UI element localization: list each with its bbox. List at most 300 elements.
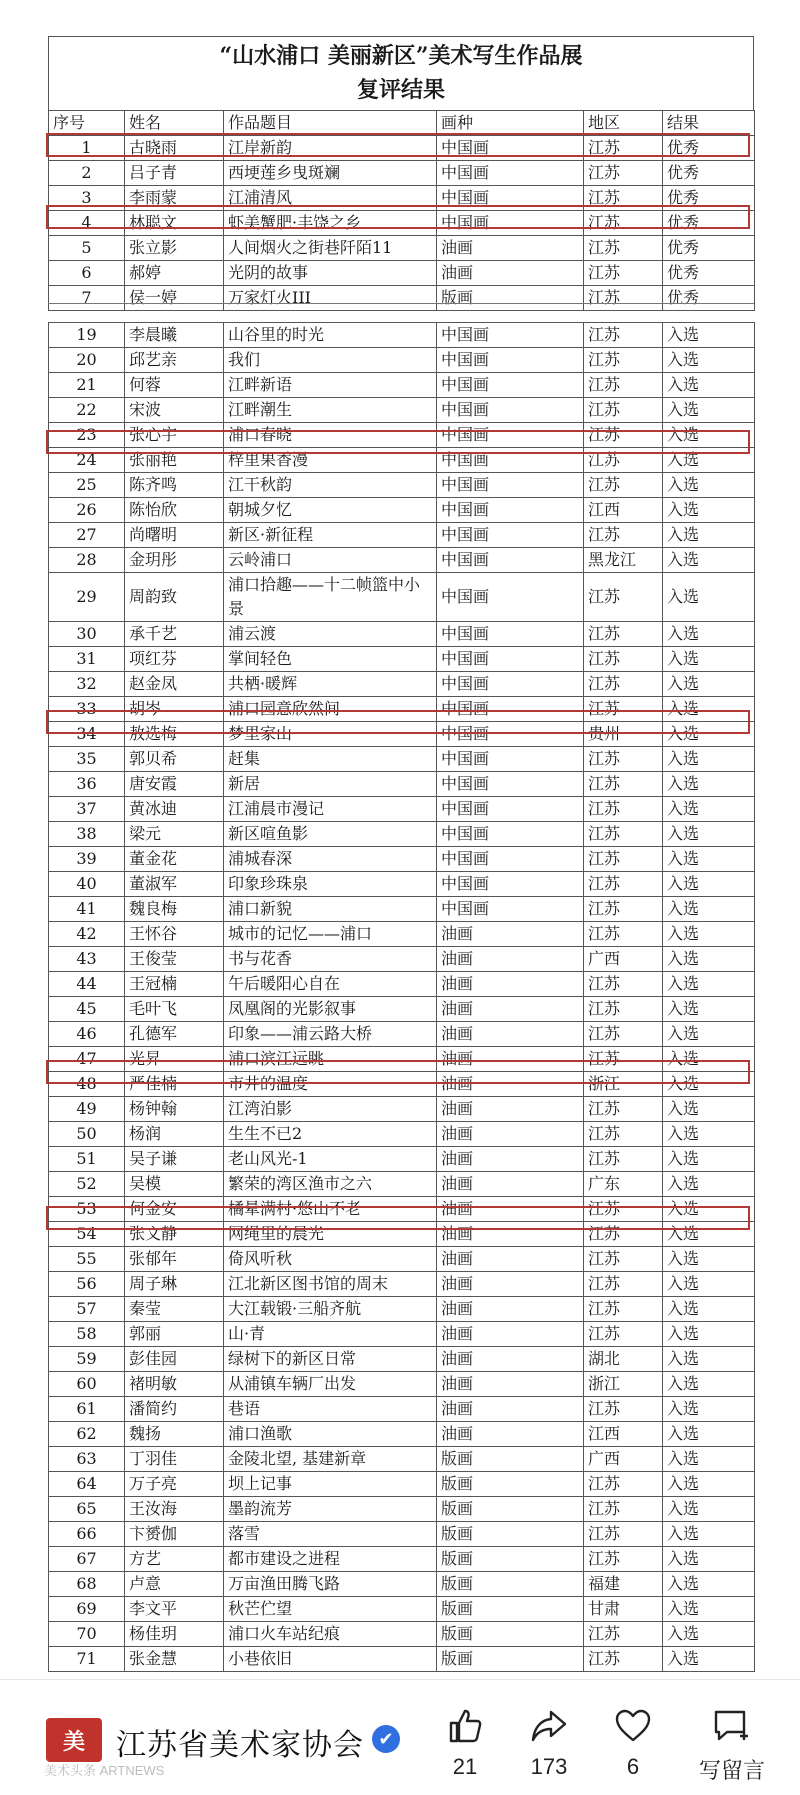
cell-name: 孔德军 (125, 1022, 224, 1047)
cell-type: 版画 (437, 1572, 584, 1597)
cell-no: 36 (49, 772, 125, 797)
cell-title: 赶集 (224, 747, 437, 772)
cell-title: 虾美蟹肥·丰饶之乡 (224, 211, 437, 236)
cell-region: 江苏 (584, 647, 663, 672)
cell-result: 入选 (663, 348, 755, 373)
table-row (49, 261, 755, 286)
cell-title: 江浦晨市漫记 (224, 797, 437, 822)
document-subtitle: 复评结果 (356, 77, 445, 103)
table-row (49, 922, 755, 947)
cell-region: 江苏 (584, 1297, 663, 1322)
cell-result: 入选 (663, 548, 755, 573)
cell-type: 中国画 (437, 373, 584, 398)
cell-name: 王汝海 (125, 1497, 224, 1522)
cell-type: 中国画 (437, 161, 584, 186)
cell-type: 中国画 (437, 647, 584, 672)
cell-name: 王俊莹 (125, 947, 224, 972)
cell-type: 油画 (437, 1222, 584, 1247)
cell-no: 6 (49, 261, 125, 286)
cell-title: 午后暖阳心自在 (224, 972, 437, 997)
cell-region: 江苏 (584, 1472, 663, 1497)
table-row (49, 997, 755, 1022)
cell-region: 江苏 (584, 236, 663, 261)
cell-result: 入选 (663, 1572, 755, 1597)
cell-name: 郝婷 (125, 261, 224, 286)
cell-result: 入选 (663, 1097, 755, 1122)
cell-title: 浦口园意欣然间 (224, 697, 437, 722)
cell-type: 油画 (437, 1047, 584, 1072)
cell-name: 尚曙明 (125, 523, 224, 548)
cell-region: 浙江 (584, 1372, 663, 1397)
table-row (49, 236, 755, 261)
cell-title: 小巷依旧 (224, 1647, 437, 1672)
cell-name: 黄冰迪 (125, 797, 224, 822)
table-row (49, 1297, 755, 1322)
cell-title: 梓里果香漫 (224, 448, 437, 473)
cell-no: 24 (49, 448, 125, 473)
cell-result: 入选 (663, 1222, 755, 1247)
cell-name: 赵金凤 (125, 672, 224, 697)
cell-region: 江苏 (584, 373, 663, 398)
table-row (49, 1522, 755, 1547)
comment-icon (684, 1704, 780, 1748)
cell-name: 毛叶飞 (125, 997, 224, 1022)
cell-result: 入选 (663, 672, 755, 697)
cell-type: 油画 (437, 1322, 584, 1347)
cell-result: 入选 (663, 1447, 755, 1472)
cell-type: 油画 (437, 1172, 584, 1197)
cell-title: 西埂莲乡曳斑斓 (224, 161, 437, 186)
cell-region: 江西 (584, 498, 663, 523)
cell-title: 倚风听秋 (224, 1247, 437, 1272)
cell-no: 40 (49, 872, 125, 897)
table-row (49, 1022, 755, 1047)
table-row (49, 323, 755, 348)
cell-title: 光阴的故事 (224, 261, 437, 286)
cell-region: 浙江 (584, 1072, 663, 1097)
table-row (49, 161, 755, 186)
table-row (49, 647, 755, 672)
cell-region: 江苏 (584, 1222, 663, 1247)
cell-region: 江苏 (584, 186, 663, 211)
cell-title: 橘晕满村·悠山不老 (224, 1197, 437, 1222)
cell-result: 优秀 (663, 161, 755, 186)
cell-name: 卢意 (125, 1572, 224, 1597)
cell-title: 江湾泊影 (224, 1097, 437, 1122)
cell-type: 中国画 (437, 697, 584, 722)
cell-region: 江苏 (584, 672, 663, 697)
table-row (49, 473, 755, 498)
cell-title: 印象珍珠泉 (224, 872, 437, 897)
cell-title: 江干秋韵 (224, 473, 437, 498)
cell-title: 万家灯火III (224, 286, 437, 311)
cell-region: 江苏 (584, 323, 663, 348)
results-sheet-bottom (48, 322, 754, 1672)
results-table-top (48, 110, 755, 311)
cell-region: 江苏 (584, 448, 663, 473)
cell-name: 魏扬 (125, 1422, 224, 1447)
cell-no: 7 (49, 286, 125, 311)
cell-name: 杨佳玥 (125, 1622, 224, 1647)
cell-result: 入选 (663, 822, 755, 847)
table-body-bottom (49, 323, 755, 1672)
cell-type: 版画 (437, 286, 584, 311)
cell-result: 入选 (663, 1022, 755, 1047)
cell-name: 陈怡欣 (125, 498, 224, 523)
cell-type: 油画 (437, 1397, 584, 1422)
table-row (49, 1272, 755, 1297)
cell-region: 江苏 (584, 523, 663, 548)
cell-region: 江苏 (584, 997, 663, 1022)
cell-region: 江苏 (584, 1497, 663, 1522)
table-row (49, 1597, 755, 1622)
cell-no: 34 (49, 722, 125, 747)
cell-title: 江浦清风 (224, 186, 437, 211)
cell-name: 张丽艳 (125, 448, 224, 473)
cell-result: 入选 (663, 1272, 755, 1297)
cell-no: 37 (49, 797, 125, 822)
account-logo-text: 美 (62, 1728, 85, 1754)
table-row (49, 348, 755, 373)
cell-region: 江苏 (584, 747, 663, 772)
cell-type: 油画 (437, 972, 584, 997)
cell-region: 江苏 (584, 1122, 663, 1147)
like-count: 21 (452, 1754, 478, 1779)
cell-type: 中国画 (437, 573, 584, 622)
cell-title: 都市建设之进程 (224, 1547, 437, 1572)
cell-title: 江畔潮生 (224, 398, 437, 423)
table-row (49, 448, 755, 473)
table-row (49, 797, 755, 822)
cell-name: 古晓雨 (125, 136, 224, 161)
cell-result: 优秀 (663, 211, 755, 236)
cell-type: 中国画 (437, 523, 584, 548)
cell-no: 47 (49, 1047, 125, 1072)
header-region: 地区 (584, 111, 663, 136)
cell-name: 林聪文 (125, 211, 224, 236)
share-button[interactable] (514, 1704, 584, 1780)
cell-result: 入选 (663, 947, 755, 972)
table-row (49, 1047, 755, 1072)
cell-region: 甘肃 (584, 1597, 663, 1622)
cell-region: 江苏 (584, 1272, 663, 1297)
table-row (49, 1247, 755, 1272)
cell-name: 李文平 (125, 1597, 224, 1622)
cell-type: 油画 (437, 1347, 584, 1372)
cell-type: 油画 (437, 1097, 584, 1122)
table-row (49, 872, 755, 897)
cell-no: 39 (49, 847, 125, 872)
cell-result: 优秀 (663, 286, 755, 311)
cell-region: 江苏 (584, 697, 663, 722)
table-row (49, 947, 755, 972)
cell-region: 江苏 (584, 348, 663, 373)
table-row (49, 1097, 755, 1122)
table-row (49, 423, 755, 448)
table-row (49, 847, 755, 872)
cell-no: 49 (49, 1097, 125, 1122)
cell-type: 中国画 (437, 622, 584, 647)
cell-title: 浦口拾趣——十二帧篮中小景 (224, 573, 437, 622)
table-row (49, 1622, 755, 1647)
table-header-row (49, 111, 755, 136)
cell-type: 版画 (437, 1597, 584, 1622)
cell-region: 江西 (584, 1422, 663, 1447)
cell-name: 张金慧 (125, 1647, 224, 1672)
cell-no: 63 (49, 1447, 125, 1472)
cell-title: 掌间轻色 (224, 647, 437, 672)
cell-no: 53 (49, 1197, 125, 1222)
cell-no: 30 (49, 622, 125, 647)
table-row (49, 897, 755, 922)
cell-result: 入选 (663, 1197, 755, 1222)
cell-no: 1 (49, 136, 125, 161)
cell-no: 35 (49, 747, 125, 772)
cell-no: 52 (49, 1172, 125, 1197)
cell-no: 3 (49, 186, 125, 211)
cell-type: 中国画 (437, 423, 584, 448)
cell-result: 优秀 (663, 236, 755, 261)
cell-title: 浦城春深 (224, 847, 437, 872)
cell-result: 入选 (663, 1122, 755, 1147)
cell-title: 浦口滨江远眺 (224, 1047, 437, 1072)
cell-name: 周韵致 (125, 573, 224, 622)
cell-result: 入选 (663, 448, 755, 473)
cell-name: 项红芬 (125, 647, 224, 672)
table-row (49, 697, 755, 722)
cell-no: 70 (49, 1622, 125, 1647)
cell-name: 张心宇 (125, 423, 224, 448)
table-row (49, 672, 755, 697)
cell-name: 董金花 (125, 847, 224, 872)
cell-type: 中国画 (437, 548, 584, 573)
cell-result: 入选 (663, 647, 755, 672)
table-row (49, 211, 755, 236)
cell-region: 江苏 (584, 972, 663, 997)
cell-no: 44 (49, 972, 125, 997)
cell-title: 繁荣的湾区渔市之六 (224, 1172, 437, 1197)
cell-result: 入选 (663, 573, 755, 622)
like-button[interactable] (430, 1704, 500, 1780)
cell-name: 褚明敏 (125, 1372, 224, 1397)
cell-no: 42 (49, 922, 125, 947)
cell-title: 城市的记忆——浦口 (224, 922, 437, 947)
results-sheet-top (48, 36, 754, 311)
cell-title: 江北新区图书馆的周末 (224, 1272, 437, 1297)
cell-title: 朝城夕忆 (224, 498, 437, 523)
cell-result: 入选 (663, 1347, 755, 1372)
cell-region: 江苏 (584, 1397, 663, 1422)
cell-name: 彭佳园 (125, 1347, 224, 1372)
cell-title: 浦口火车站纪痕 (224, 1622, 437, 1647)
cell-type: 中国画 (437, 398, 584, 423)
cell-name: 张文静 (125, 1222, 224, 1247)
cell-title: 万亩渔田腾飞路 (224, 1572, 437, 1597)
comment-button[interactable] (684, 1704, 780, 1785)
cell-name: 陈齐鸣 (125, 473, 224, 498)
account-logo[interactable] (46, 1718, 102, 1762)
cell-result: 入选 (663, 997, 755, 1022)
cell-title: 新区喧鱼影 (224, 822, 437, 847)
cell-type: 油画 (437, 236, 584, 261)
cell-type: 中国画 (437, 747, 584, 772)
cell-type: 中国画 (437, 473, 584, 498)
cell-name: 邱艺亲 (125, 348, 224, 373)
cell-no: 41 (49, 897, 125, 922)
cell-title: 绿树下的新区日常 (224, 1347, 437, 1372)
cell-type: 版画 (437, 1497, 584, 1522)
cell-type: 中国画 (437, 498, 584, 523)
cell-no: 60 (49, 1372, 125, 1397)
cell-no: 62 (49, 1422, 125, 1447)
cell-no: 38 (49, 822, 125, 847)
cell-title: 浦口新貌 (224, 897, 437, 922)
cell-result: 入选 (663, 697, 755, 722)
cell-region: 江苏 (584, 622, 663, 647)
cell-title: 书与花香 (224, 947, 437, 972)
cell-type: 油画 (437, 947, 584, 972)
cell-result: 入选 (663, 1372, 755, 1397)
cell-type: 版画 (437, 1647, 584, 1672)
table-row (49, 1547, 755, 1572)
cell-type: 中国画 (437, 822, 584, 847)
cell-region: 江苏 (584, 872, 663, 897)
cell-title: 市井的温度 (224, 1072, 437, 1097)
cell-title: 山·青 (224, 1322, 437, 1347)
cell-no: 56 (49, 1272, 125, 1297)
table-row (49, 622, 755, 647)
cell-region: 江苏 (584, 1522, 663, 1547)
table-row (49, 523, 755, 548)
cell-no: 43 (49, 947, 125, 972)
cell-title: 老山风光-1 (224, 1147, 437, 1172)
cell-no: 65 (49, 1497, 125, 1522)
cell-no: 45 (49, 997, 125, 1022)
table-row (49, 573, 755, 622)
cell-result: 入选 (663, 1172, 755, 1197)
cell-region: 江苏 (584, 1647, 663, 1672)
cell-no: 59 (49, 1347, 125, 1372)
cell-region: 江苏 (584, 1322, 663, 1347)
table-cut-line (48, 303, 754, 304)
cell-name: 卞赟伽 (125, 1522, 224, 1547)
cell-no: 64 (49, 1472, 125, 1497)
header-result: 结果 (663, 111, 755, 136)
cell-name: 方艺 (125, 1547, 224, 1572)
cell-name: 李雨蒙 (125, 186, 224, 211)
cell-title: 巷语 (224, 1397, 437, 1422)
cell-type: 油画 (437, 1297, 584, 1322)
cell-title: 云岭浦口 (224, 548, 437, 573)
table-row (49, 1347, 755, 1372)
cell-no: 21 (49, 373, 125, 398)
cell-type: 中国画 (437, 348, 584, 373)
cell-no: 58 (49, 1322, 125, 1347)
cell-title: 共栖·暖辉 (224, 672, 437, 697)
cell-result: 入选 (663, 423, 755, 448)
cell-name: 光昇 (125, 1047, 224, 1072)
cell-result: 入选 (663, 1397, 755, 1422)
cell-region: 江苏 (584, 473, 663, 498)
cell-region: 江苏 (584, 772, 663, 797)
cell-type: 油画 (437, 1247, 584, 1272)
cell-result: 入选 (663, 897, 755, 922)
cell-name: 万子亮 (125, 1472, 224, 1497)
cell-no: 26 (49, 498, 125, 523)
cell-name: 秦莹 (125, 1297, 224, 1322)
cell-no: 19 (49, 323, 125, 348)
table-row (49, 398, 755, 423)
document-title: “山水浦口 美丽新区”美术写生作品展 (219, 43, 583, 69)
cell-result: 入选 (663, 847, 755, 872)
cell-type: 油画 (437, 1422, 584, 1447)
cell-result: 入选 (663, 1247, 755, 1272)
cell-type: 中国画 (437, 872, 584, 897)
cell-result: 入选 (663, 1547, 755, 1572)
cell-region: 贵州 (584, 722, 663, 747)
cell-type: 油画 (437, 922, 584, 947)
cell-type: 版画 (437, 1472, 584, 1497)
cell-result: 入选 (663, 1322, 755, 1347)
cell-region: 江苏 (584, 1147, 663, 1172)
cell-region: 广西 (584, 1447, 663, 1472)
cell-no: 67 (49, 1547, 125, 1572)
cell-name: 王冠楠 (125, 972, 224, 997)
cell-name: 严佳楠 (125, 1072, 224, 1097)
cell-name: 杨钟翰 (125, 1097, 224, 1122)
cell-region: 黑龙江 (584, 548, 663, 573)
cell-no: 71 (49, 1647, 125, 1672)
cell-result: 入选 (663, 797, 755, 822)
cell-result: 入选 (663, 1497, 755, 1522)
cell-result: 入选 (663, 1622, 755, 1647)
cell-title: 印象——浦云路大桥 (224, 1022, 437, 1047)
cell-no: 23 (49, 423, 125, 448)
cell-type: 油画 (437, 1147, 584, 1172)
cell-no: 28 (49, 548, 125, 573)
table-row (49, 772, 755, 797)
cell-region: 江苏 (584, 573, 663, 622)
cell-no: 54 (49, 1222, 125, 1247)
account-name[interactable]: 江苏省美术家协会 (116, 1729, 364, 1762)
share-count: 173 (530, 1754, 568, 1779)
table-row (49, 822, 755, 847)
cell-region: 江苏 (584, 211, 663, 236)
cell-region: 江苏 (584, 1197, 663, 1222)
cell-region: 江苏 (584, 1547, 663, 1572)
cell-result: 优秀 (663, 261, 755, 286)
cell-result: 入选 (663, 323, 755, 348)
cell-type: 中国画 (437, 897, 584, 922)
favorite-button[interactable] (598, 1704, 668, 1780)
cell-type: 油画 (437, 1272, 584, 1297)
table-row (49, 1172, 755, 1197)
cell-result: 入选 (663, 772, 755, 797)
cell-no: 50 (49, 1122, 125, 1147)
cell-type: 中国画 (437, 136, 584, 161)
cell-name: 宋波 (125, 398, 224, 423)
table-row (49, 1447, 755, 1472)
cell-no: 25 (49, 473, 125, 498)
cell-type: 版画 (437, 1622, 584, 1647)
cell-title: 凤凰阁的光影叙事 (224, 997, 437, 1022)
table-row (49, 1647, 755, 1672)
cell-title: 坝上记事 (224, 1472, 437, 1497)
cell-result: 入选 (663, 1047, 755, 1072)
cell-region: 江苏 (584, 1097, 663, 1122)
table-row (49, 1197, 755, 1222)
cell-no: 32 (49, 672, 125, 697)
